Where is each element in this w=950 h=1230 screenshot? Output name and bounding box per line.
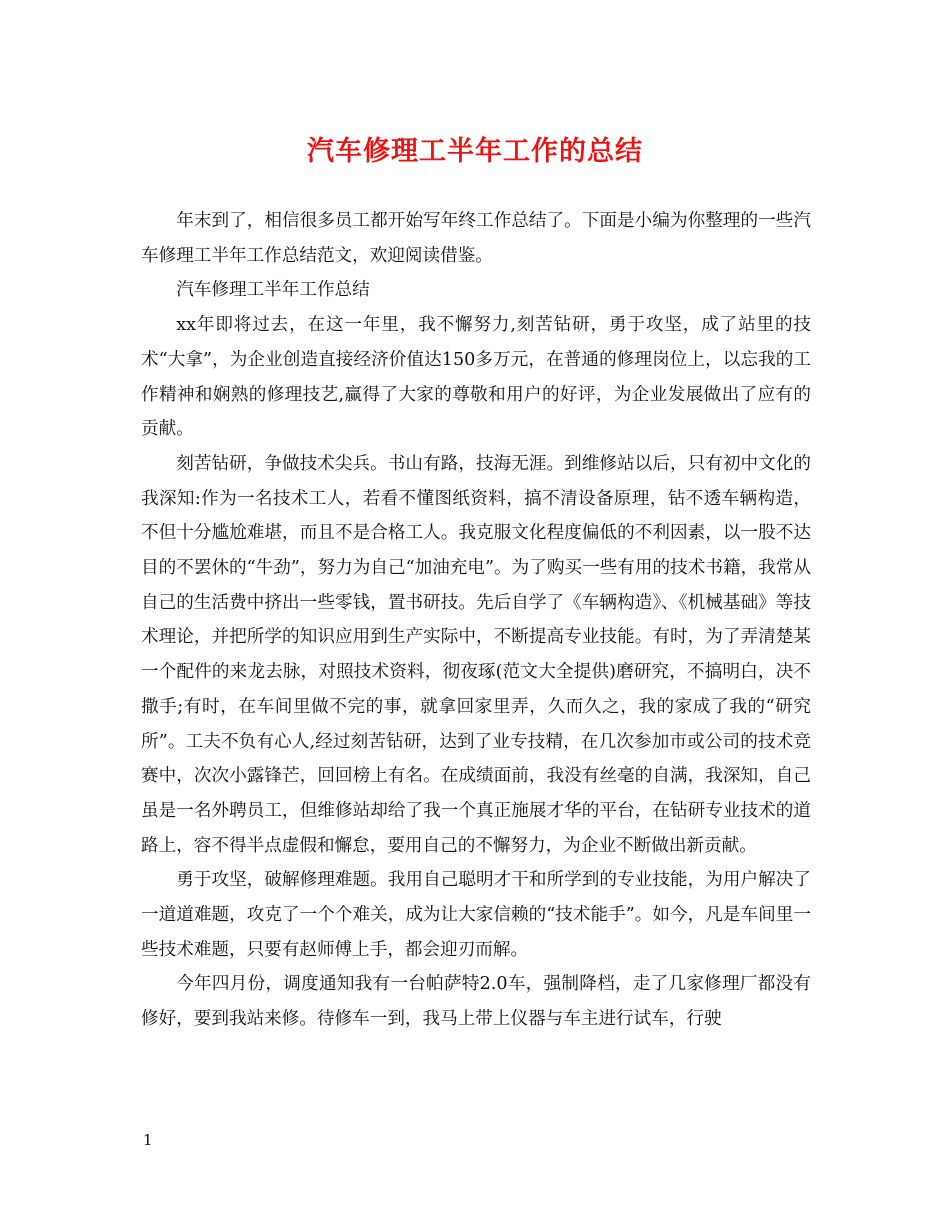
document-title: 汽车修理工半年工作的总结 — [307, 136, 643, 167]
paragraph-study: 刻苦钻研，争做技术尖兵。书山有路，技海无涯。到维修站以后，只有初中文化的我深知:作为一名技术工人，若看不懂图纸资料，搞不清设备原理，钻不透车辆构造，不但十分尴尬难堪，而且不是合格工人。我克服文化程度偏低的不利因素，以一股不达目的不罢休的“牛劲”，努力为自己“加油充电”。为了购买一些有用的技术书籍，我常从自己的生活费中挤出一些零钱，置书研技。先后自学了《车辆构造》、《机械基础》等技术理论，并把所学的知识应用到生产实际中，不断提高专业技能。有时，为了弄清楚某一个配件的来龙去脉，对照技术资料，彻夜琢(范文大全提供)磨研究，不搞明白，决不撒手;有时，在车间里做不完的事，就拿回家里弄，久而久之，我的家成了我的“研究所”。工夫不负有心人,经过刻苦钻研，达到了业专技精，在几次参加市或公司的技术竞赛中，次次小露锋芒，回回榜上有名。在成绩面前，我没有丝毫的自满，我深知，自己虽是一名外聘员工，但维修站却给了我一个真正施展才华的平台，在钻研专业技术的道路上，容不得半点虚假和懈怠，要用自己的不懈努力，为企业不断做出新贡献。 — [141, 453, 811, 856]
paragraph-subtitle: 汽车修理工半年工作总结 — [176, 280, 370, 301]
paragraph-case-april: 今年四月份，调度通知我有一台帕萨特2.0车，强制降档，走了几家修理厂都没有修好，要到我站来修。待修车一到，我马上带上仪器与车主进行试车，行驶 — [141, 974, 811, 1030]
paragraph-overview: xx年即将过去，在这一年里，我不懈努力,刻苦钻研，勇于攻坚，成了站里的技术“大拿”，为企业创造直接经济价值达150多万元，在普通的修理岗位上，以忘我的工作精神和娴熟的修理技艺,赢得了大家的尊敬和用户的好评，为企业发展做出了应有的贡献。 — [141, 315, 811, 440]
page-number: 1 — [143, 1131, 153, 1149]
paragraph-intro: 年末到了，相信很多员工都开始写年终工作总结了。下面是小编为你整理的一些汽车修理工半年工作总结范文，欢迎阅读借鉴。 — [141, 211, 811, 266]
paragraph-problem-solving: 勇于攻坚，破解修理难题。我用自己聪明才干和所学到的专业技能，为用户解决了一道道难题，攻克了一个个难关，成为让大家信赖的“技术能手”。如今，凡是车间里一些技术难题，只要有赵师傅上手，都会迎刃而解。 — [141, 870, 811, 960]
document-body — [141, 204, 811, 1037]
